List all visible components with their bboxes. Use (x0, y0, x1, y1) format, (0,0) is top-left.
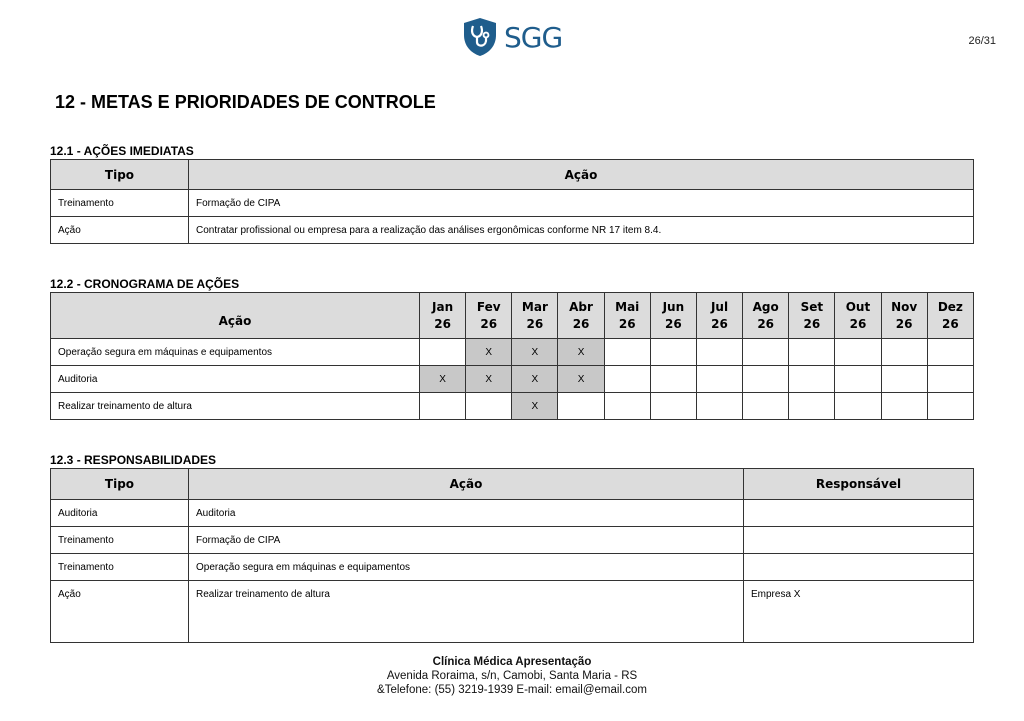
month-name: Out (845, 299, 871, 314)
schedule-mark-cell: X (558, 339, 604, 366)
month-name: Jan (432, 299, 454, 314)
schedule-empty-cell (927, 339, 973, 366)
schedule-empty-cell (604, 393, 650, 420)
schedule-empty-cell (743, 393, 789, 420)
schedule-empty-cell (420, 393, 466, 420)
cell-tipo: Treinamento (51, 527, 189, 554)
month-name: Set (800, 299, 824, 314)
schedule-empty-cell (650, 339, 696, 366)
month-year: 26 (526, 316, 544, 331)
cell-acao: Realizar treinamento de altura (51, 393, 420, 420)
cell-responsavel: Empresa X (744, 581, 974, 643)
table-row (51, 554, 974, 581)
cronograma-table (50, 292, 974, 420)
table-row (51, 366, 974, 393)
schedule-empty-cell (650, 366, 696, 393)
schedule-empty-cell (696, 339, 742, 366)
cell-acao: Auditoria (51, 366, 420, 393)
month-name: Ago (752, 299, 779, 314)
column-header-month (420, 293, 466, 339)
schedule-mark-cell: X (558, 366, 604, 393)
schedule-empty-cell (835, 366, 881, 393)
cell-tipo: Auditoria (51, 500, 189, 527)
column-header-month (927, 293, 973, 339)
table-header-row (51, 160, 974, 190)
column-header-acao: Ação (189, 160, 974, 190)
month-name: Fev (476, 299, 501, 314)
schedule-empty-cell (743, 366, 789, 393)
cell-responsavel (744, 527, 974, 554)
cell-tipo: Ação (51, 581, 189, 643)
column-header-tipo: Tipo (51, 469, 189, 500)
schedule-empty-cell (743, 339, 789, 366)
month-name: Jun (662, 299, 685, 314)
schedule-empty-cell (604, 366, 650, 393)
month-year: 26 (711, 316, 728, 331)
column-header-month (881, 293, 927, 339)
month-name: Nov (891, 299, 918, 314)
column-header-responsavel: Responsável (744, 469, 974, 500)
cell-acao: Operação segura em máquinas e equipamentos (51, 339, 420, 366)
column-header-month (604, 293, 650, 339)
month-year: 26 (942, 316, 959, 331)
schedule-empty-cell (881, 339, 927, 366)
table-header-row (51, 469, 974, 500)
schedule-empty-cell (835, 393, 881, 420)
schedule-mark-cell: X (466, 366, 512, 393)
footer-company: Clínica Médica Apresentação (432, 656, 592, 668)
column-header-month (466, 293, 512, 339)
schedule-empty-cell (696, 393, 742, 420)
column-header-month (512, 293, 558, 339)
logo-text: SGG (504, 20, 563, 54)
month-name: Mai (615, 299, 640, 314)
schedule-empty-cell (466, 393, 512, 420)
column-header-month (558, 293, 604, 339)
schedule-mark-cell: X (420, 366, 466, 393)
cell-responsavel (744, 500, 974, 527)
schedule-mark-cell: X (512, 339, 558, 366)
column-header-month (696, 293, 742, 339)
month-year: 26 (849, 316, 867, 331)
column-header-month (835, 293, 881, 339)
cell-acao: Realizar treinamento de altura (189, 581, 744, 643)
page-footer (0, 655, 1024, 697)
section-title-acoes-imediatas: 12.1 - AÇÕES IMEDIATAS (50, 144, 194, 158)
schedule-empty-cell (927, 366, 973, 393)
page-title: 12 - METAS E PRIORIDADES DE CONTROLE (55, 92, 436, 112)
schedule-empty-cell (558, 393, 604, 420)
cell-acao: Contratar profissional ou empresa para a realização das análises ergonômicas conforme NR 17 item 8.4. (189, 217, 974, 244)
month-year: 26 (572, 316, 590, 331)
table-row (51, 500, 974, 527)
month-year: 26 (803, 316, 821, 331)
shield-stethoscope-icon (462, 17, 498, 57)
month-year: 26 (895, 316, 913, 331)
schedule-empty-cell (420, 339, 466, 366)
month-year: 26 (480, 316, 498, 331)
month-name: Jul (710, 299, 729, 314)
company-logo (462, 16, 562, 58)
cell-tipo: Ação (51, 217, 189, 244)
cell-acao: Formação de CIPA (189, 190, 974, 217)
month-year: 26 (665, 316, 682, 331)
column-header-tipo: Tipo (51, 160, 189, 190)
table-row (51, 393, 974, 420)
schedule-empty-cell (927, 393, 973, 420)
schedule-empty-cell (789, 393, 835, 420)
footer-contact: &Telefone: (55) 3219-1939 E-mail: email@email.com (377, 684, 647, 696)
month-name: Mar (521, 299, 548, 314)
schedule-empty-cell (789, 339, 835, 366)
schedule-empty-cell (696, 366, 742, 393)
cell-tipo: Treinamento (51, 190, 189, 217)
section-title-cronograma: 12.2 - CRONOGRAMA DE AÇÕES (50, 277, 240, 291)
column-header-month (743, 293, 789, 339)
table-row (51, 527, 974, 554)
page-number: 26/31 (968, 35, 996, 47)
month-year: 26 (434, 316, 451, 331)
schedule-empty-cell (835, 339, 881, 366)
cell-responsavel (744, 554, 974, 581)
cell-acao: Formação de CIPA (189, 527, 744, 554)
column-header-month (789, 293, 835, 339)
month-year: 26 (757, 316, 775, 331)
table-row (51, 581, 974, 643)
month-name: Dez (937, 299, 963, 314)
acoes-imediatas-table (50, 159, 974, 244)
table-row (51, 217, 974, 244)
month-year: 26 (618, 316, 636, 331)
cell-acao: Auditoria (189, 500, 744, 527)
table-row (51, 190, 974, 217)
cell-acao: Operação segura em máquinas e equipamentos (189, 554, 744, 581)
schedule-mark-cell: X (512, 366, 558, 393)
footer-address: Avenida Roraima, s/n, Camobi, Santa Maria - RS (386, 670, 638, 682)
schedule-empty-cell (881, 393, 927, 420)
cell-tipo: Treinamento (51, 554, 189, 581)
schedule-mark-cell: X (466, 339, 512, 366)
section-title-responsabilidades: 12.3 - RESPONSABILIDADES (50, 453, 217, 467)
column-header-acao: Ação (51, 293, 420, 339)
schedule-empty-cell (604, 339, 650, 366)
table-row (51, 339, 974, 366)
table-header-row (51, 293, 974, 339)
schedule-empty-cell (789, 366, 835, 393)
column-header-acao: Ação (189, 469, 744, 500)
responsabilidades-table (50, 468, 974, 643)
schedule-empty-cell (881, 366, 927, 393)
schedule-empty-cell (650, 393, 696, 420)
column-header-month (650, 293, 696, 339)
month-name: Abr (569, 299, 593, 314)
schedule-mark-cell: X (512, 393, 558, 420)
